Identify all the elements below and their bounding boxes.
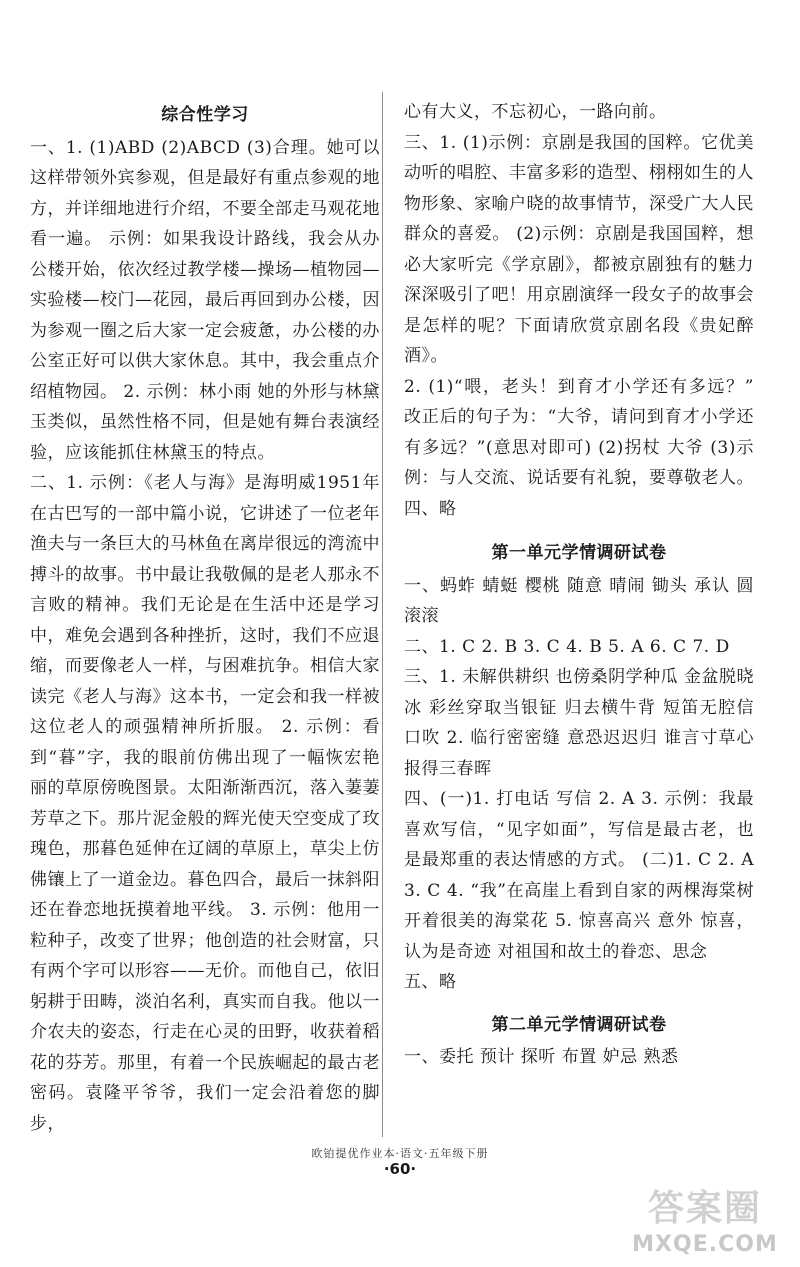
watermark-url: MXQE.COM <box>632 1232 778 1257</box>
right-column <box>404 97 754 1073</box>
footer-series-title: 欧铂提优作业本·语文·五年级下册 <box>311 1147 489 1160</box>
unit1-answer-4: 四、(一)1. 打电话 写信 2. A 3. 示例：我最喜欢写信，“见字如面”，写信是最古老，也是最郑重的表达情感的方式。 (二)1. C 2. A 3. C 4. “我”在高崖上看到自家的两棵海棠树开着很美的海棠花 5. 惊喜高兴 意外 惊喜，认为是奇迹 对祖国和故土的眷恋、思念 <box>404 789 754 962</box>
answer-paragraph-4: 2. (1)“喂，老头！到育才小学还有多远？” 改正后的句子为：“大爷，请问到育才小学还有多远？”(意思对即可) (2)拐杖 大爷 (3)示例：与人交流、说话要有礼貌，要尊敬老人。 <box>404 376 754 488</box>
answer-paragraph-2: 二、1. 示例：《老人与海》是海明威1951年在古巴写的一部中篇小说，它讲述了一位老年渔夫与一条巨大的马林鱼在离岸很远的湾流中搏斗的故事。书中最让我敬佩的是老人那永不言败的精神。我们无论是在生活中还是学习中，难免会遇到各种挫折，这时，我们不应退缩，而要像老人一样，与困难抗争。相信大家读完《老人与海》这本书，一定会和我一样被这位老人的顽强精神所折服。 2. 示例：看到“暮”字，我的眼前仿佛出现了一幅恢宏艳丽的草原傍晚图景。太阳渐渐西沉，落入萋萋芳草之下。那片泥金般的辉光使天空变成了玫瑰色，那暮色延伸在辽阔的草原上，草尖上仿佛镶上了一道金边。暮色四合，最后一抹斜阳还在眷恋地抚摸着地平线。 3. 示例：他用一粒种子，改变了世界；他创造的社会财富，只有两个字可以形容——无价。而他自己，依旧躬耕于田畴，淡泊名利，真实而自我。他以一介农夫的姿态，行走在心灵的田野，收获着稻花的芬芳。那里，有着一个民族崛起的最古老密码。袁隆平爷爷，我们一定会沿着您的脚步， <box>30 473 380 1134</box>
unit2-answer-1: 一、委托 预计 探听 布置 妒忌 熟悉 <box>404 1047 679 1067</box>
section-heading-unit-2: 第二单元学情调研试卷 <box>491 1014 667 1035</box>
answer-paragraph-5: 四、略 <box>404 498 457 519</box>
watermark-logo-text: 答案圈 <box>647 1188 762 1229</box>
watermark-logo <box>620 1180 790 1260</box>
unit1-answer-1: 一、蚂蚱 蜻蜓 樱桃 随意 晴闹 锄头 承认 圆滚滚 <box>404 575 754 626</box>
left-column <box>30 96 380 1139</box>
section-heading-unit-1: 第一单元学情调研试卷 <box>491 543 667 563</box>
answer-paragraph-3: 三、1. (1)示例：京剧是我国的国粹。它优美动听的唱腔、丰富多彩的造型、栩栩如生的人物形象、家喻户晓的故事情节，深受广大人民群众的喜爱。 (2)示例：京剧是我国国粹，想必大家听完《学京剧》，都被京剧独有的魅力深深吸引了吧！用京剧演绎一段女子的故事会是怎样的呢？下面请欣赏京剧名段《贵妃醉酒》。 <box>404 132 754 366</box>
unit1-answer-2: 二、1. C 2. B 3. C 4. B 5. A 6. C 7. D <box>404 636 730 657</box>
page-number: ·60· <box>383 1160 417 1178</box>
section-heading-comprehensive: 综合性学习 <box>161 105 249 125</box>
answer-paragraph-1: 一、1. (1)ABD (2)ABCD (3)合理。她可以这样带领外宾参观，但是最好有重点参观的地方，并详细地进行介绍，不要全部走马观花地看一遍。 示例：如果我设计路线，我会从办公楼开始，依次经过教学楼—操场—植物园—实验楼—校门—花园，最后再回到办公楼，因为参观一圈之后大家一定会疲惫，办公楼的办公室正好可以供大家休息。其中，我会重点介绍植物园。 2. 示例：林小雨 她的外形与林黛玉类似，虽然性格不同，但是她有舞台表演经验，应该能抓住林黛玉的特点。 <box>30 137 380 463</box>
unit1-answer-3: 三、1. 未解供耕织 也傍桑阴学种瓜 金盆脱晓冰 彩丝穿取当银钲 归去横牛背 短笛无腔信口吹 2. 临行密密缝 意恐迟迟归 谁言寸草心 报得三春晖 <box>404 667 754 779</box>
column-divider <box>382 92 383 1137</box>
unit1-answer-5: 五、略 <box>404 972 457 992</box>
answer-paragraph-continued: 心有大义，不忘初心，一路向前。 <box>404 102 667 122</box>
